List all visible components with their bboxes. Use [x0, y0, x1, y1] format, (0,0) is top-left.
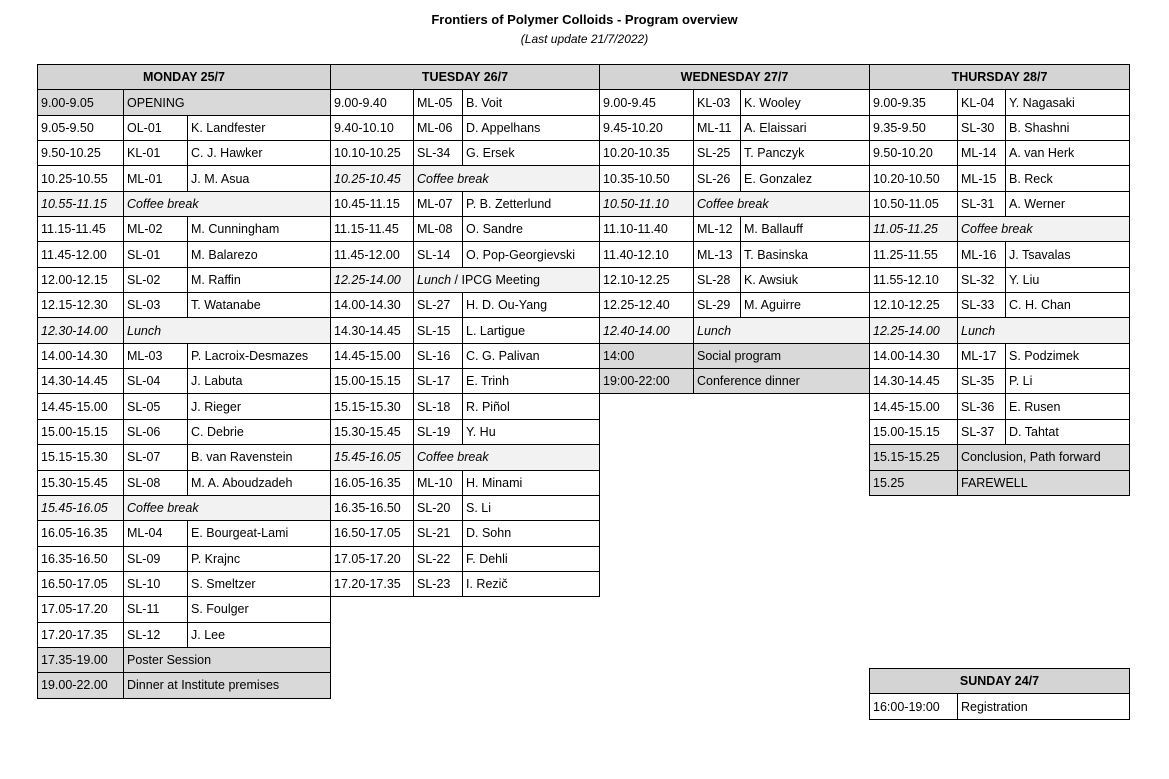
time-cell: 16.05-16.35: [331, 470, 414, 495]
monday-schedule-table: [37, 64, 331, 699]
time-cell: 12.25-14.00: [331, 267, 414, 292]
table-row: [331, 217, 600, 242]
speaker-cell: E. Bourgeat-Lami: [188, 521, 331, 546]
speaker-cell: K. Wooley: [741, 90, 870, 115]
table-row: [38, 495, 331, 520]
speaker-cell: D. Tahtat: [1006, 419, 1130, 444]
table-row: [870, 267, 1130, 292]
wednesday-schedule-table: [599, 64, 870, 394]
table-row: [870, 343, 1130, 368]
table-row: [38, 318, 331, 343]
code-cell: KL-03: [694, 90, 741, 115]
code-cell: SL-09: [124, 546, 188, 571]
time-cell: 9.00-9.35: [870, 90, 958, 115]
time-cell: 15.30-15.45: [331, 419, 414, 444]
speaker-cell: J. Labuta: [188, 369, 331, 394]
code-cell: SL-18: [414, 394, 463, 419]
speaker-cell: K. Landfester: [188, 115, 331, 140]
time-cell: 19:00-22:00: [600, 369, 694, 394]
speaker-cell: B. Shashni: [1006, 115, 1130, 140]
time-cell: 14.45-15.00: [38, 394, 124, 419]
code-cell: SL-28: [694, 267, 741, 292]
speaker-cell: P. Krajnc: [188, 546, 331, 571]
code-cell: SL-17: [414, 369, 463, 394]
code-cell: SL-21: [414, 521, 463, 546]
break-cell: Lunch: [124, 318, 331, 343]
speaker-cell: C. J. Hawker: [188, 141, 331, 166]
time-cell: 15.25: [870, 470, 958, 495]
table-row: [600, 90, 870, 115]
code-cell: SL-27: [414, 293, 463, 318]
speaker-cell: A. van Herk: [1006, 141, 1130, 166]
code-cell: ML-15: [958, 166, 1006, 191]
speaker-cell: J. Tsavalas: [1006, 242, 1130, 267]
speaker-cell: J. Lee: [188, 622, 331, 647]
code-cell: SL-14: [414, 242, 463, 267]
speaker-cell: A. Elaissari: [741, 115, 870, 140]
table-row: [870, 445, 1130, 470]
table-row: [38, 369, 331, 394]
break-cell: Coffee break: [694, 191, 870, 216]
time-cell: 17.20-17.35: [331, 571, 414, 596]
speaker-cell: E. Gonzalez: [741, 166, 870, 191]
day-header-row: [870, 65, 1130, 90]
table-row: [331, 546, 600, 571]
day-header-row: [38, 65, 331, 90]
table-row: [38, 521, 331, 546]
table-row: [600, 318, 870, 343]
speaker-cell: M. A. Aboudzadeh: [188, 470, 331, 495]
speaker-cell: D. Appelhans: [463, 115, 600, 140]
code-cell: SL-02: [124, 267, 188, 292]
table-row: [600, 242, 870, 267]
code-cell: ML-14: [958, 141, 1006, 166]
speaker-cell: B. Reck: [1006, 166, 1130, 191]
table-row: [870, 90, 1130, 115]
code-cell: SL-33: [958, 293, 1006, 318]
table-row: [331, 394, 600, 419]
table-row: [38, 647, 331, 672]
event-cell: Social program: [694, 343, 870, 368]
time-cell: 10.35-10.50: [600, 166, 694, 191]
time-cell: 19.00-22.00: [38, 673, 124, 698]
speaker-cell: D. Sohn: [463, 521, 600, 546]
table-row: [331, 115, 600, 140]
time-cell: 12.10-12.25: [870, 293, 958, 318]
break-cell: [414, 267, 600, 292]
speaker-cell: P. Li: [1006, 369, 1130, 394]
code-cell: ML-03: [124, 343, 188, 368]
time-cell: 15.30-15.45: [38, 470, 124, 495]
code-cell: ML-11: [694, 115, 741, 140]
speaker-cell: K. Awsiuk: [741, 267, 870, 292]
time-cell: 15.45-16.05: [331, 445, 414, 470]
table-row: [331, 521, 600, 546]
time-cell: 12.15-12.30: [38, 293, 124, 318]
table-row: [870, 293, 1130, 318]
code-cell: SL-31: [958, 191, 1006, 216]
code-cell: SL-22: [414, 546, 463, 571]
speaker-cell: O. Pop-Georgievski: [463, 242, 600, 267]
code-cell: SL-34: [414, 141, 463, 166]
speaker-cell: C. Debrie: [188, 419, 331, 444]
time-cell: 15.15-15.25: [870, 445, 958, 470]
speaker-cell: Y. Hu: [463, 419, 600, 444]
time-cell: 9.05-9.50: [38, 115, 124, 140]
time-cell: 16.35-16.50: [38, 546, 124, 571]
table-row: [38, 293, 331, 318]
break-cell: Coffee break: [958, 217, 1130, 242]
code-cell: KL-01: [124, 141, 188, 166]
speaker-cell: M. Ballauff: [741, 217, 870, 242]
time-cell: 14.30-14.45: [870, 369, 958, 394]
time-cell: 10.55-11.15: [38, 191, 124, 216]
time-cell: 15.00-15.15: [331, 369, 414, 394]
table-row: [870, 419, 1130, 444]
event-cell: Poster Session: [124, 647, 331, 672]
table-row: [331, 191, 600, 216]
time-cell: 10.50-11.05: [870, 191, 958, 216]
break-cell: Coffee break: [124, 495, 331, 520]
table-row: [331, 242, 600, 267]
speaker-cell: L. Lartigue: [463, 318, 600, 343]
code-cell: SL-25: [694, 141, 741, 166]
table-row: [331, 267, 600, 292]
speaker-cell: Y. Nagasaki: [1006, 90, 1130, 115]
day-header: MONDAY 25/7: [38, 65, 331, 90]
table-row: [870, 141, 1130, 166]
speaker-cell: M. Raffin: [188, 267, 331, 292]
code-cell: ML-13: [694, 242, 741, 267]
time-cell: 15.00-15.15: [38, 419, 124, 444]
time-cell: 9.00-9.45: [600, 90, 694, 115]
code-cell: SL-04: [124, 369, 188, 394]
code-cell: SL-37: [958, 419, 1006, 444]
code-cell: SL-30: [958, 115, 1006, 140]
code-cell: SL-32: [958, 267, 1006, 292]
code-cell: SL-01: [124, 242, 188, 267]
table-row: [38, 571, 331, 596]
code-cell: SL-19: [414, 419, 463, 444]
table-row: [870, 470, 1130, 495]
break-cell: Lunch: [694, 318, 870, 343]
code-cell: ML-04: [124, 521, 188, 546]
time-cell: 9.50-10.20: [870, 141, 958, 166]
table-row: [331, 166, 600, 191]
table-row: [38, 546, 331, 571]
speaker-cell: E. Rusen: [1006, 394, 1130, 419]
time-cell: 11.25-11.55: [870, 242, 958, 267]
table-row: [870, 191, 1130, 216]
speaker-cell: C. H. Chan: [1006, 293, 1130, 318]
time-cell: 10.25-10.55: [38, 166, 124, 191]
time-cell: 9.40-10.10: [331, 115, 414, 140]
time-cell: 9.00-9.40: [331, 90, 414, 115]
time-cell: 12.25-12.40: [600, 293, 694, 318]
speaker-cell: C. G. Palivan: [463, 343, 600, 368]
time-cell: 9.45-10.20: [600, 115, 694, 140]
time-cell: 10.20-10.35: [600, 141, 694, 166]
break-cell: Coffee break: [414, 445, 600, 470]
table-row: [331, 495, 600, 520]
time-cell: 15.15-15.30: [38, 445, 124, 470]
day-header-row: [600, 65, 870, 90]
table-row: [331, 571, 600, 596]
time-cell: 11.05-11.25: [870, 217, 958, 242]
event-cell: Conclusion, Path forward: [958, 445, 1130, 470]
table-row: [600, 267, 870, 292]
speaker-cell: A. Werner: [1006, 191, 1130, 216]
code-cell: ML-08: [414, 217, 463, 242]
event-cell: Conference dinner: [694, 369, 870, 394]
time-cell: 14.30-14.45: [38, 369, 124, 394]
code-cell: SL-12: [124, 622, 188, 647]
code-cell: OL-01: [124, 115, 188, 140]
event-cell: FAREWELL: [958, 470, 1130, 495]
meeting-label: / IPCG Meeting: [451, 272, 540, 287]
table-row: [38, 445, 331, 470]
break-cell: Coffee break: [124, 191, 331, 216]
time-cell: 9.50-10.25: [38, 141, 124, 166]
table-row: [600, 191, 870, 216]
time-cell: 16:00-19:00: [870, 694, 958, 719]
code-cell: ML-01: [124, 166, 188, 191]
speaker-cell: O. Sandre: [463, 217, 600, 242]
thursday-schedule-table: [869, 64, 1130, 496]
code-cell: KL-04: [958, 90, 1006, 115]
time-cell: 10.20-10.50: [870, 166, 958, 191]
tuesday-schedule-table: [330, 64, 600, 597]
break-cell: Lunch: [958, 318, 1130, 343]
time-cell: 17.35-19.00: [38, 647, 124, 672]
speaker-cell: T. Watanabe: [188, 293, 331, 318]
time-cell: 16.05-16.35: [38, 521, 124, 546]
code-cell: SL-11: [124, 597, 188, 622]
event-cell: Dinner at Institute premises: [124, 673, 331, 698]
table-row: [331, 293, 600, 318]
table-row: [38, 166, 331, 191]
table-row: [38, 343, 331, 368]
speaker-cell: M. Aguirre: [741, 293, 870, 318]
table-row: [600, 369, 870, 394]
break-cell: Coffee break: [414, 166, 600, 191]
table-row: [600, 293, 870, 318]
code-cell: ML-05: [414, 90, 463, 115]
table-row: [600, 166, 870, 191]
code-cell: SL-08: [124, 470, 188, 495]
time-cell: 12.25-14.00: [870, 318, 958, 343]
table-row: [331, 318, 600, 343]
speaker-cell: S. Smeltzer: [188, 571, 331, 596]
event-cell: OPENING: [124, 90, 331, 115]
table-row: [870, 115, 1130, 140]
time-cell: 12.10-12.25: [600, 267, 694, 292]
time-cell: 14.00-14.30: [870, 343, 958, 368]
code-cell: SL-26: [694, 166, 741, 191]
table-row: [870, 242, 1130, 267]
code-cell: ML-16: [958, 242, 1006, 267]
table-row: [38, 597, 331, 622]
table-row: [38, 191, 331, 216]
day-header-row: [870, 669, 1130, 694]
table-row: [331, 445, 600, 470]
time-cell: 14.00-14.30: [331, 293, 414, 318]
table-row: [870, 318, 1130, 343]
time-cell: 17.05-17.20: [331, 546, 414, 571]
day-header-row: [331, 65, 600, 90]
time-cell: 16.35-16.50: [331, 495, 414, 520]
code-cell: ML-02: [124, 217, 188, 242]
table-row: [331, 419, 600, 444]
code-cell: SL-29: [694, 293, 741, 318]
speaker-cell: S. Podzimek: [1006, 343, 1130, 368]
table-row: [331, 90, 600, 115]
code-cell: SL-23: [414, 571, 463, 596]
time-cell: 15.00-15.15: [870, 419, 958, 444]
day-header: WEDNESDAY 27/7: [600, 65, 870, 90]
day-header: SUNDAY 24/7: [870, 669, 1130, 694]
day-header: THURSDAY 28/7: [870, 65, 1130, 90]
time-cell: 14.00-14.30: [38, 343, 124, 368]
code-cell: SL-15: [414, 318, 463, 343]
table-row: [38, 242, 331, 267]
code-cell: ML-12: [694, 217, 741, 242]
table-row: [38, 419, 331, 444]
code-cell: ML-10: [414, 470, 463, 495]
table-row: [38, 217, 331, 242]
code-cell: ML-17: [958, 343, 1006, 368]
speaker-cell: H. D. Ou-Yang: [463, 293, 600, 318]
table-row: [331, 141, 600, 166]
table-row: [870, 369, 1130, 394]
table-row: [600, 343, 870, 368]
time-cell: 15.45-16.05: [38, 495, 124, 520]
time-cell: 10.10-10.25: [331, 141, 414, 166]
day-header: TUESDAY 26/7: [331, 65, 600, 90]
speaker-cell: H. Minami: [463, 470, 600, 495]
time-cell: 9.00-9.05: [38, 90, 124, 115]
speaker-cell: T. Basinska: [741, 242, 870, 267]
time-cell: 14:00: [600, 343, 694, 368]
time-cell: 12.30-14.00: [38, 318, 124, 343]
time-cell: 10.45-11.15: [331, 191, 414, 216]
code-cell: SL-35: [958, 369, 1006, 394]
speaker-cell: M. Balarezo: [188, 242, 331, 267]
time-cell: 16.50-17.05: [38, 571, 124, 596]
time-cell: 11.45-12.00: [38, 242, 124, 267]
page-title: Frontiers of Polymer Colloids - Program overview: [431, 12, 738, 27]
table-row: [331, 343, 600, 368]
time-cell: 17.05-17.20: [38, 597, 124, 622]
table-row: [600, 217, 870, 242]
speaker-cell: R. Piñol: [463, 394, 600, 419]
speaker-cell: T. Panczyk: [741, 141, 870, 166]
table-row: [38, 115, 331, 140]
time-cell: 11.15-11.45: [38, 217, 124, 242]
speaker-cell: B. Voit: [463, 90, 600, 115]
time-cell: 14.45-15.00: [870, 394, 958, 419]
time-cell: 9.35-9.50: [870, 115, 958, 140]
table-row: [38, 267, 331, 292]
sunday-schedule-table: [869, 668, 1130, 720]
speaker-cell: S. Li: [463, 495, 600, 520]
table-row: [38, 622, 331, 647]
table-row: [331, 470, 600, 495]
table-row: [38, 394, 331, 419]
table-row: [38, 470, 331, 495]
time-cell: 15.15-15.30: [331, 394, 414, 419]
time-cell: 11.10-11.40: [600, 217, 694, 242]
code-cell: ML-07: [414, 191, 463, 216]
table-row: [331, 369, 600, 394]
speaker-cell: S. Foulger: [188, 597, 331, 622]
speaker-cell: E. Trinh: [463, 369, 600, 394]
table-row: [870, 394, 1130, 419]
code-cell: ML-06: [414, 115, 463, 140]
code-cell: SL-10: [124, 571, 188, 596]
lunch-label: Lunch: [417, 272, 452, 287]
time-cell: 11.15-11.45: [331, 217, 414, 242]
time-cell: 10.25-10.45: [331, 166, 414, 191]
table-row: [38, 90, 331, 115]
code-cell: SL-03: [124, 293, 188, 318]
speaker-cell: J. M. Asua: [188, 166, 331, 191]
time-cell: 11.40-12.10: [600, 242, 694, 267]
table-row: [600, 115, 870, 140]
table-row: [870, 217, 1130, 242]
time-cell: 10.50-11.10: [600, 191, 694, 216]
speaker-cell: I. Rezič: [463, 571, 600, 596]
code-cell: SL-16: [414, 343, 463, 368]
time-cell: 12.00-12.15: [38, 267, 124, 292]
page-subtitle: (Last update 21/7/2022): [520, 32, 649, 46]
speaker-cell: F. Dehli: [463, 546, 600, 571]
code-cell: SL-07: [124, 445, 188, 470]
speaker-cell: P. B. Zetterlund: [463, 191, 600, 216]
speaker-cell: M. Cunningham: [188, 217, 331, 242]
speaker-cell: P. Lacroix-Desmazes: [188, 343, 331, 368]
speaker-cell: G. Ersek: [463, 141, 600, 166]
table-row: [38, 141, 331, 166]
speaker-cell: J. Rieger: [188, 394, 331, 419]
code-cell: SL-05: [124, 394, 188, 419]
table-row: [600, 141, 870, 166]
time-cell: 11.55-12.10: [870, 267, 958, 292]
time-cell: 17.20-17.35: [38, 622, 124, 647]
code-cell: SL-06: [124, 419, 188, 444]
speaker-cell: Y. Liu: [1006, 267, 1130, 292]
table-row: [870, 166, 1130, 191]
time-cell: 16.50-17.05: [331, 521, 414, 546]
table-row: [38, 673, 331, 698]
time-cell: 14.30-14.45: [331, 318, 414, 343]
code-cell: SL-20: [414, 495, 463, 520]
time-cell: 11.45-12.00: [331, 242, 414, 267]
event-cell: Registration: [958, 694, 1130, 719]
code-cell: SL-36: [958, 394, 1006, 419]
speaker-cell: B. van Ravenstein: [188, 445, 331, 470]
table-row: [870, 694, 1130, 719]
time-cell: 12.40-14.00: [600, 318, 694, 343]
time-cell: 14.45-15.00: [331, 343, 414, 368]
